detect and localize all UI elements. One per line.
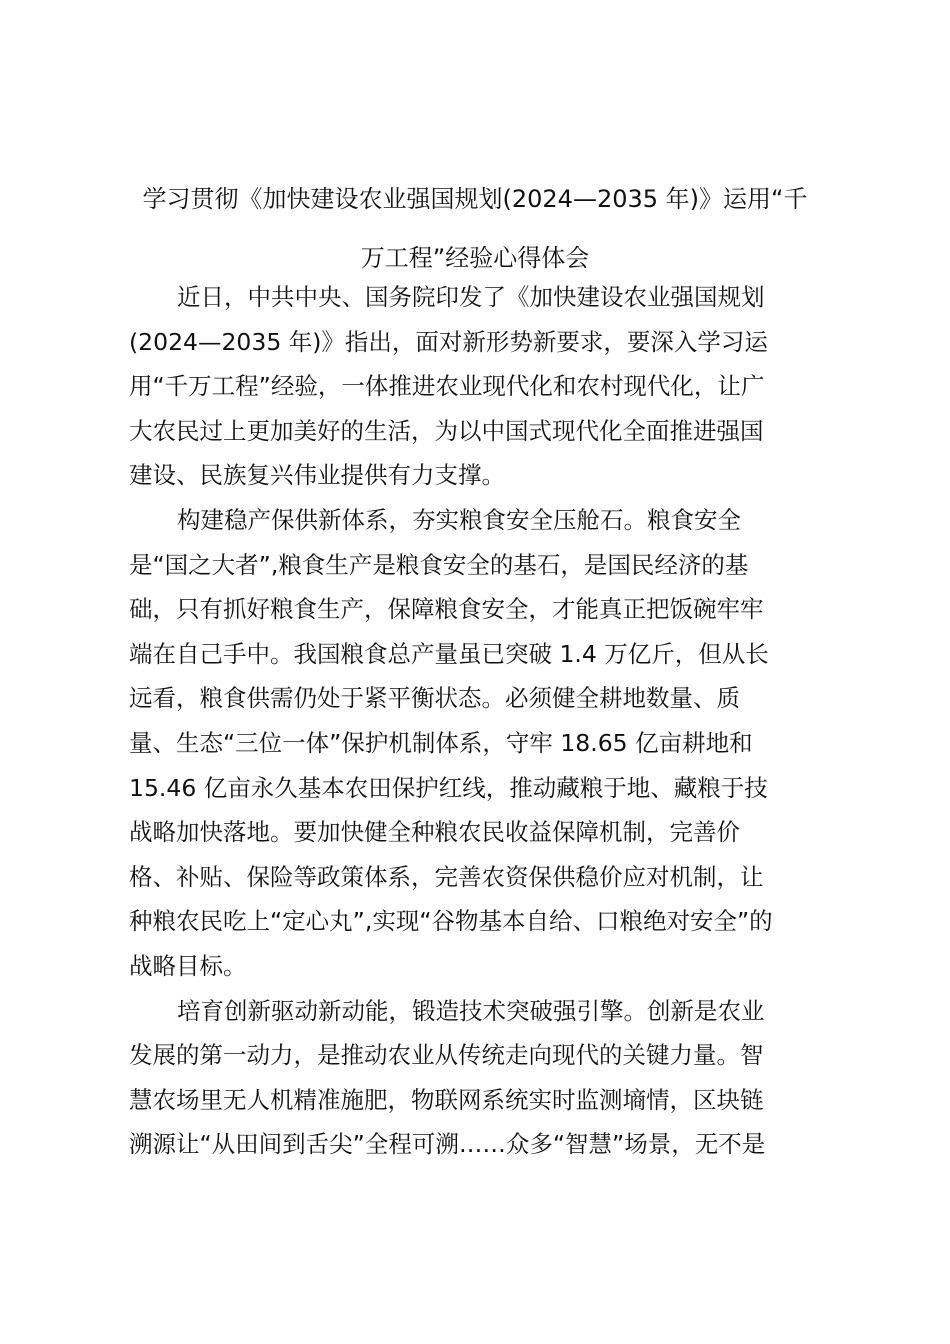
paragraph-line: 慧农场里无人机精准施肥，物联网系统实时监测墒情，区块链	[129, 1085, 764, 1114]
document-body	[129, 275, 829, 1167]
paragraph-2	[129, 498, 829, 989]
paragraph-line: 础，只有抓好粮食生产，保障粮食安全，才能真正把饭碗牢牢	[129, 595, 764, 624]
paragraph-1	[129, 275, 829, 498]
paragraph-line: 培育创新驱动新动能，锻造技术突破强引擎。创新是农业	[177, 996, 765, 1025]
title-line: 学习贯彻《加快建设农业强国规划(2024—2035 年)》运用“千	[142, 185, 808, 213]
paragraph-line: 发展的第一动力，是推动农业从传统走向现代的关键力量。智	[129, 1041, 764, 1070]
paragraph-line: 量、生态“三位一体”保护机制体系，守牢 18.65 亿亩耕地和	[129, 728, 753, 757]
paragraph-line: 格、补贴、保险等政策体系，完善农资保供稳价应对机制，让	[129, 862, 764, 891]
paragraph-line: 远看，粮食供需仍处于紧平衡状态。必须健全耕地数量、质	[129, 684, 740, 713]
paragraph-line: 端在自己手中。我国粮食总产量虽已突破 1.4 万亿斤，但从长	[129, 639, 769, 668]
paragraph-line: 近日，中共中央、国务院印发了《加快建设农业强国规划	[177, 283, 765, 311]
paragraph-line: (2024—2035 年)》指出，面对新形势新要求，要深入学习运	[129, 327, 768, 356]
paragraph-line: 大农民过上更加美好的生活，为以中国式现代化全面推进强国	[129, 416, 764, 445]
paragraph-line: 15.46 亿亩永久基本农田保护红线，推动藏粮于地、藏粮于技	[129, 773, 768, 802]
paragraph-line: 战略目标。	[129, 951, 247, 980]
title-line: 万工程”经验心得体会	[360, 244, 590, 272]
paragraph-line: 战略加快落地。要加快健全种粮农民收益保障机制，完善价	[129, 818, 740, 847]
paragraph-line: 溯源让“从田间到舌尖”全程可溯……众多“智慧”场景，无不是	[129, 1130, 766, 1159]
paragraph-3	[129, 989, 829, 1167]
paragraph-line: 用“千万工程”经验，一体推进农业现代化和农村现代化，让广	[129, 372, 765, 401]
paragraph-line: 构建稳产保供新体系，夯实粮食安全压舱石。粮食安全	[177, 505, 741, 534]
paragraph-line: 是“国之大者”,粮食生产是粮食安全的基石，是国民经济的基	[129, 550, 749, 579]
paragraph-line: 建设、民族复兴伟业提供有力支撑。	[129, 461, 505, 490]
document-title	[120, 170, 830, 288]
paragraph-line: 种粮农民吃上“定心丸”,实现“谷物基本自给、口粮绝对安全”的	[129, 907, 773, 936]
